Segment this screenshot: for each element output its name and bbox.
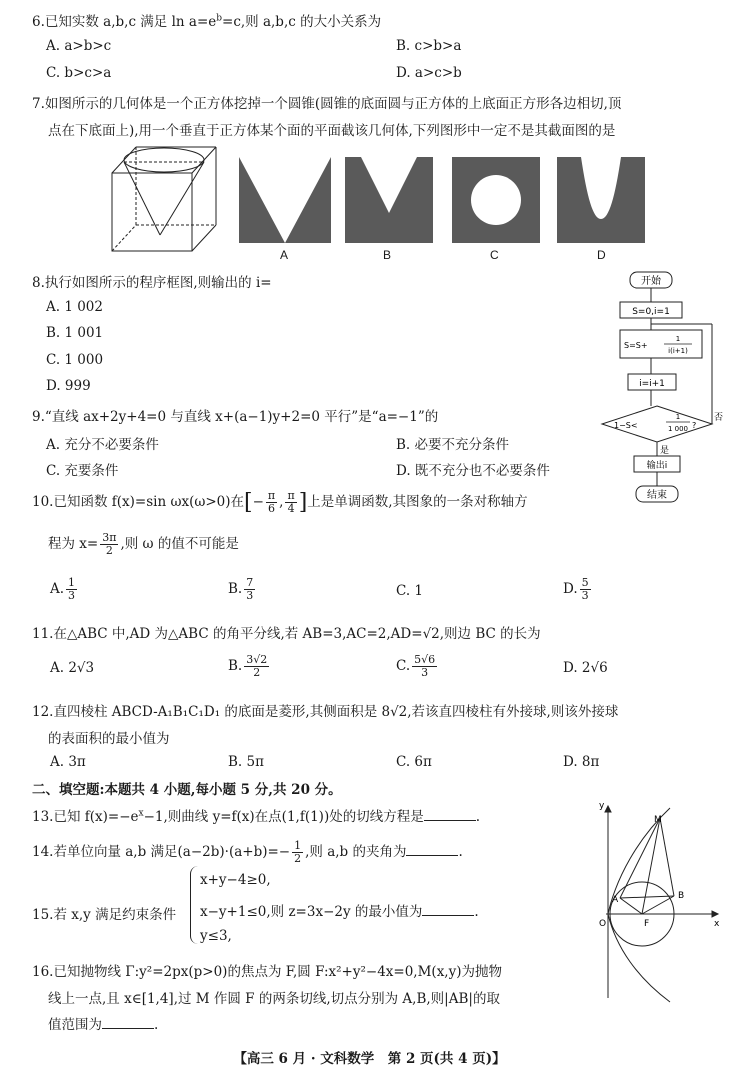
q14-answer-blank[interactable] [406,843,458,856]
svg-text:B: B [678,891,685,901]
q6-option-a: A. a>b>c [46,38,112,54]
q11-option-b: B. $\frac{3√2}{2}$ [228,653,268,679]
q9-option-b: B. 必要不充分条件 [396,437,510,453]
q12-option-c: C. 6π [396,754,432,770]
q16-stem-line2: 线上一点,且 x∈[1,4],过 M 作圆 F 的两条切线,切点分别为 A,B,则|AB|的取 [48,991,500,1007]
flowchart [600,268,722,508]
svg-text:x: x [714,919,720,929]
q10-option-a: A. $\frac{1}{3}$ [50,576,76,602]
q7-stem-line2: 点在下底面上),用一个垂直于正方体某个面的平面截该几何体,下列图形中一定不是其截面图的是 [48,123,616,139]
q16-answer-blank[interactable] [102,1016,154,1029]
svg-text:?: ? [692,421,697,430]
shape-label-c: C [490,248,499,262]
q11-stem: 11.在△ABC 中,AD 为△ABC 的角平分线,若 AB=3,AC=2,AD=√2,则边 BC 的长为 [32,626,541,642]
svg-text:输出i: 输出i [646,461,668,471]
svg-text:1: 1 [675,413,681,421]
q6-option-c: C. b>c>a [46,65,112,81]
q8-option-a: A. 1 002 [46,299,103,315]
q16-stem-line1: 16.已知抛物线 Γ:y²=2px(p>0)的焦点为 F,圆 F:x²+y²−4x=0,M(x,y)为抛物 [32,964,502,980]
q8-option-c: C. 1 000 [46,352,104,368]
svg-text:i(i+1): i(i+1) [668,347,688,355]
q9-option-d: D. 既不充分也不必要条件 [396,463,550,479]
q15-constraint-1: x+y−4≥0, [200,872,271,888]
q15-stem-lead: 15.若 x,y 满足约束条件 [32,907,177,923]
svg-text:结束: 结束 [647,490,667,501]
q9-stem: 9.“直线 ax+2y+4=0 与直线 x+(a−1)y+2=0 平行”是“a=−1”的 [32,409,439,425]
q7-stem-line1: 7.如图所示的几何体是一个正方体挖掉一个圆锥(圆锥的底面圆与正方体的上底面正方形各边相切,顶 [32,96,622,112]
q6-option-d: D. a>c>b [396,65,462,81]
q8-option-b: B. 1 001 [46,325,104,341]
svg-text:是: 是 [660,446,670,456]
q15-constraint-3: y≤3, [200,928,232,944]
parabola-circle-figure [598,798,724,1004]
q10-option-c: C. 1 [396,583,424,599]
svg-text:S=S+: S=S+ [624,341,648,350]
svg-text:i=i+1: i=i+1 [639,379,665,389]
svg-text:O: O [599,919,607,929]
q14-stem: 14.若单位向量 a,b 满足(a−2b)·(a+b)=− $\frac{1}{2}$ ,则 a,b 的夹角为 . [32,839,463,865]
svg-text:S=0,i=1: S=0,i=1 [632,307,670,317]
q10-option-b: B. $\frac{7}{3}$ [228,576,254,602]
section-shape-a [239,157,331,243]
svg-text:M: M [654,815,662,825]
shape-label-a: A [280,248,289,262]
q6-stem: 6.已知实数 a,b,c 满足 $\ln a=e^b=c$,则 a,b,c 的大小关系为 [32,13,382,30]
q9-option-c: C. 充要条件 [46,463,119,479]
q6-option-b: B. c>b>a [396,38,462,54]
q12-option-d: D. 8π [563,754,600,770]
svg-text:1: 1 [675,335,681,343]
svg-text:开始: 开始 [641,276,661,287]
section-shape-b [345,157,433,243]
q12-option-a: A. 3π [50,754,86,770]
q11-option-d: D. 2√6 [563,660,608,676]
svg-text:1−S<: 1−S< [614,421,638,430]
q10-stem-line2: 程为 x= $\frac{3\pi}{2}$ ,则 ω 的值不可能是 [48,531,239,557]
q10-option-d: D. $\frac{5}{3}$ [563,576,589,602]
q8-stem: 8.执行如图所示的程序框图,则输出的 i= [32,275,272,291]
section-fill-in-heading: 二、填空题:本题共 4 小题,每小题 5 分,共 20 分。 [32,782,342,798]
q15-brace [190,866,199,944]
section-shape-c [452,157,540,243]
q13-answer-blank[interactable] [424,808,476,821]
svg-text:1 000: 1 000 [667,425,689,433]
section-shape-d [557,157,645,243]
shape-label-b: B [383,248,392,262]
q13-stem: 13.已知 $f(x)=-e^x-1$,则曲线 y=f(x)在点(1,f(1))处的切线方程是 . [32,808,481,825]
cube-cone-figure [108,143,224,253]
svg-text:F: F [644,919,650,929]
q10-stem-line1: 10.已知函数 f(x)=sin ωx(ω>0)在[− $\frac{\pi}{6}$ , $\frac{\pi}{4}$ ]上是单调函数,其图象的一条对称轴方 [32,489,528,515]
svg-text:y: y [599,801,605,811]
q9-option-a: A. 充分不必要条件 [46,437,159,453]
shape-label-d: D [597,248,606,262]
parabola-curve [608,808,670,1002]
q15-constraint-2: x−y+1≤0,则 z=3x−2y 的最小值为 . [200,904,479,920]
q16-stem-line3: 值范围为 . [48,1017,159,1033]
q15-answer-blank[interactable] [422,903,474,916]
q11-option-c: C. $\frac{5√6}{3}$ [396,653,436,679]
q11-option-a: A. 2√3 [50,660,95,676]
q12-stem-line1: 12.直四棱柱 ABCD-A₁B₁C₁D₁ 的底面是菱形,其侧面积是 8√2,若该直四棱柱有外接球,则该外接球 [32,704,619,720]
svg-text:否: 否 [714,413,724,423]
q12-option-b: B. 5π [228,754,264,770]
page-footer: 【高三 6 月 · 文科数学 第 2 页(共 4 页)】 [233,1051,506,1067]
q8-option-d: D. 999 [46,378,91,394]
svg-text:A: A [612,895,619,905]
q12-stem-line2: 的表面积的最小值为 [48,731,170,747]
